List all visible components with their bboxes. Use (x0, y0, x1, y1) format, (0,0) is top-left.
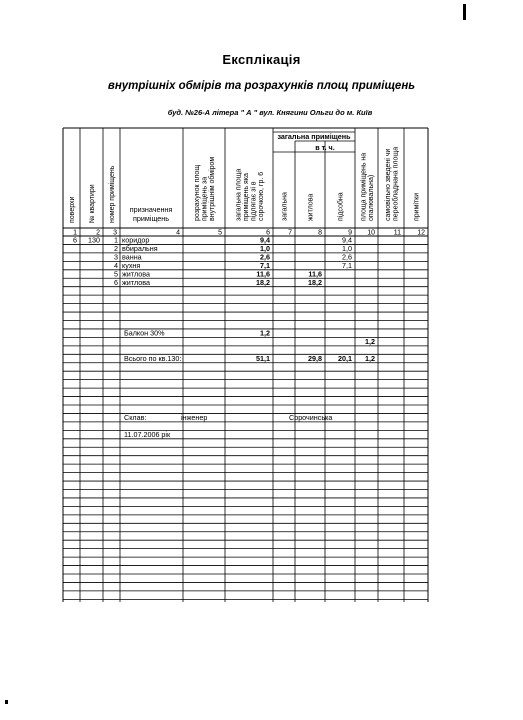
header-notes: примітки (413, 192, 421, 221)
header-living: житлова (307, 193, 315, 221)
header-unauthorized-line1: самовільно зведені чи (384, 148, 392, 221)
cell-signer-name: Сорочинська (289, 413, 333, 423)
cell-purpose: ванна (122, 252, 142, 262)
cell-floor: 6 (73, 235, 77, 245)
cell-auxiliary-area: 2,6 (342, 252, 352, 262)
cell-purpose: житлова (122, 269, 150, 279)
cell-total-area: 2,6 (260, 252, 270, 262)
cell-room-number: 1 (114, 235, 118, 245)
header-purpose-line2: приміщень (133, 214, 169, 223)
column-number-8: 8 (318, 229, 322, 237)
cell-room-number: 3 (114, 252, 118, 262)
header-calc_area-line3: внутрішнім обміром (209, 156, 216, 221)
cell-purpose: кухня (122, 261, 141, 270)
cell-total-living: 29,8 (308, 353, 322, 363)
header-total_area-line1: загальна площа (235, 168, 243, 221)
cell-auxiliary-area: 9,4 (342, 235, 352, 245)
column-number-10: 10 (367, 229, 375, 237)
column-number-3: 3 (113, 229, 117, 237)
cell-apartment: 130 (88, 235, 100, 245)
cell-purpose: вбиральня (122, 244, 158, 254)
cell-balcony-area: 1,2 (260, 328, 270, 338)
cell-room-number: 6 (114, 277, 118, 287)
header-floor: поверхи (69, 196, 76, 223)
header-total: загальна (281, 192, 289, 221)
column-number-7: 7 (288, 229, 292, 237)
document-title: Експлікація (222, 52, 301, 67)
header-auxiliary: підсобна (337, 192, 345, 221)
header-total_area-line4: сорочкою, гр. 6 (257, 171, 265, 221)
cell-balcony-heated: 1,2 (365, 337, 375, 347)
column-number-5: 5 (218, 229, 222, 237)
header-calc_area-line2: приміщень за (201, 176, 209, 221)
header-purpose-line1: призначення (129, 205, 173, 214)
column-number-4: 4 (176, 229, 180, 237)
header-group-label: загальна приміщень (277, 132, 351, 141)
cell-total-label: Всього по кв.130: (124, 353, 182, 363)
header-unauthorized-line2: переобладнана площа (392, 146, 400, 221)
cell-position: інженер (181, 413, 208, 423)
cell-room-number: 5 (114, 269, 118, 279)
cell-total-area: 11,6 (256, 269, 270, 279)
cell-living-area: 11,6 (308, 269, 322, 279)
cell-total-auxiliary: 20,1 (338, 353, 352, 363)
cell-date: 11.07.2006 рік (124, 430, 171, 439)
column-number-11: 11 (393, 229, 401, 237)
header-calc_area-line1: розрахунок площ (194, 164, 201, 221)
header-apartment: № квартири (89, 184, 96, 223)
cell-living-area: 18,2 (308, 277, 322, 287)
header-balcony-line1: площа приміщень на (360, 152, 368, 221)
cell-room-number: 2 (114, 244, 118, 254)
column-number-1: 1 (73, 229, 77, 237)
cell-total-sum: 51,1 (256, 353, 270, 363)
header-balcony-line2: опалювальна) (367, 174, 375, 221)
cell-total-area: 18,2 (256, 277, 270, 287)
cell-purpose: коридор (122, 235, 150, 245)
column-number-2: 2 (96, 229, 100, 237)
cell-room-number: 4 (114, 261, 118, 270)
cell-auxiliary-area: 7,1 (342, 261, 352, 270)
header-room_number: номер приміщень (109, 165, 116, 223)
cell-balcony-label: Балкон 30% (124, 328, 165, 338)
column-number-12: 12 (417, 229, 425, 237)
cell-composed-label: Склав: (124, 413, 147, 423)
cell-auxiliary-area: 1,0 (342, 244, 352, 254)
cell-total-area: 1,0 (260, 244, 270, 254)
cell-total-area: 9,4 (260, 235, 270, 245)
column-number-6: 6 (266, 229, 270, 237)
cell-total-heated: 1,2 (365, 353, 375, 363)
document-subtitle: внутрішніх обмірів та розрахунків площ приміщень (107, 80, 416, 92)
header-group-sub: в т. ч. (315, 143, 335, 152)
column-number-9: 9 (348, 229, 352, 237)
cell-total-area: 7,1 (260, 261, 270, 270)
cell-purpose: житлова (122, 277, 150, 287)
header-total_area-line3: підлягає зі в (250, 181, 258, 221)
header-total_area-line2: приміщень яка (242, 173, 250, 221)
document-address: буд. №26-А літера " А " вул. Княгини Ольги до м. Київ (167, 108, 373, 117)
